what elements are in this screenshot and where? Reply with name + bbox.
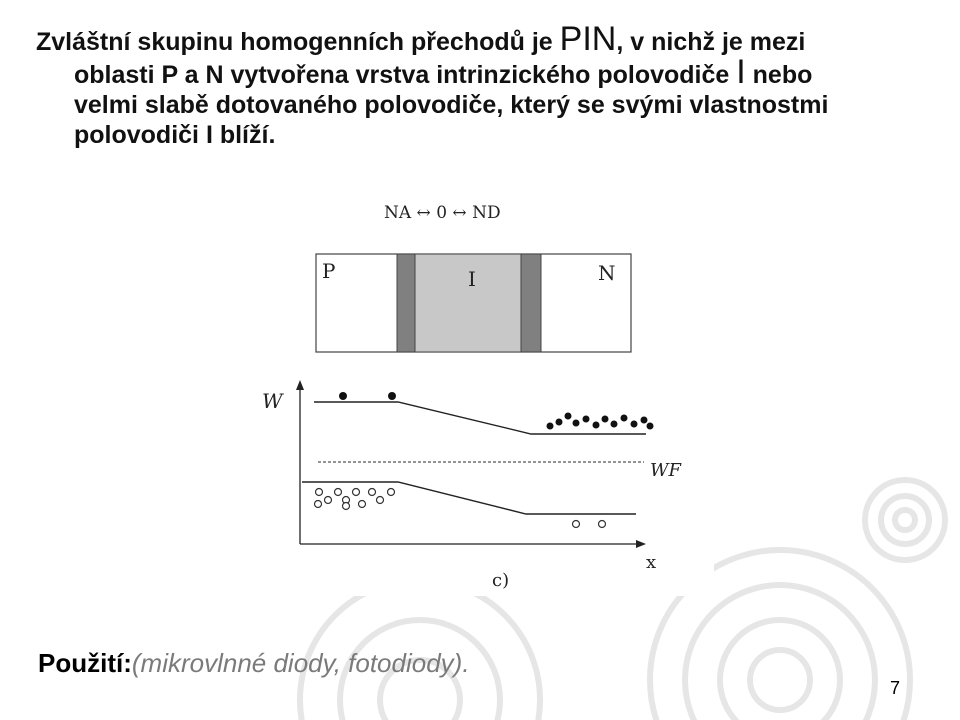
depletion-strip-left bbox=[397, 254, 415, 352]
usage-text: (mikrovlnné diody, fotodiody). bbox=[131, 648, 470, 678]
x-axis-label: x bbox=[646, 552, 657, 573]
depletion-strip-right bbox=[521, 254, 541, 352]
line2-suffix: nebo bbox=[745, 61, 813, 89]
doping-relation-label: NA ↔ 0 ↔ ND bbox=[384, 203, 501, 223]
usage-line bbox=[38, 648, 470, 679]
line1-suffix: , v nichž je mezi bbox=[616, 28, 806, 56]
panel-label: c) bbox=[492, 570, 510, 591]
i-region-label: I bbox=[468, 267, 476, 291]
text-line-3: velmi slabě dotovaného polovodiče, který se svými vlastnostmi bbox=[74, 91, 829, 119]
text-line-4: polovodiči I blíží. bbox=[74, 121, 276, 149]
usage-label: Použití: bbox=[38, 648, 132, 678]
text-line-1 bbox=[36, 20, 936, 58]
text-line-2 bbox=[36, 53, 936, 91]
line1-prefix: Zvláštní skupinu homogenních přechodů je bbox=[36, 28, 560, 56]
pin-junction-figure bbox=[246, 186, 714, 596]
line2-prefix: oblasti P a N vytvořena vrstva intrinzického polovodiče bbox=[74, 61, 737, 89]
p-region-label: P bbox=[322, 259, 336, 283]
page-number: 7 bbox=[890, 678, 901, 698]
body-text bbox=[36, 20, 936, 150]
pin-keyword: PIN bbox=[559, 20, 617, 58]
i-keyword: I bbox=[736, 53, 746, 91]
fermi-level-label: WF bbox=[650, 460, 681, 481]
n-region-label: N bbox=[598, 261, 616, 285]
energy-axis-label: W bbox=[262, 389, 283, 413]
